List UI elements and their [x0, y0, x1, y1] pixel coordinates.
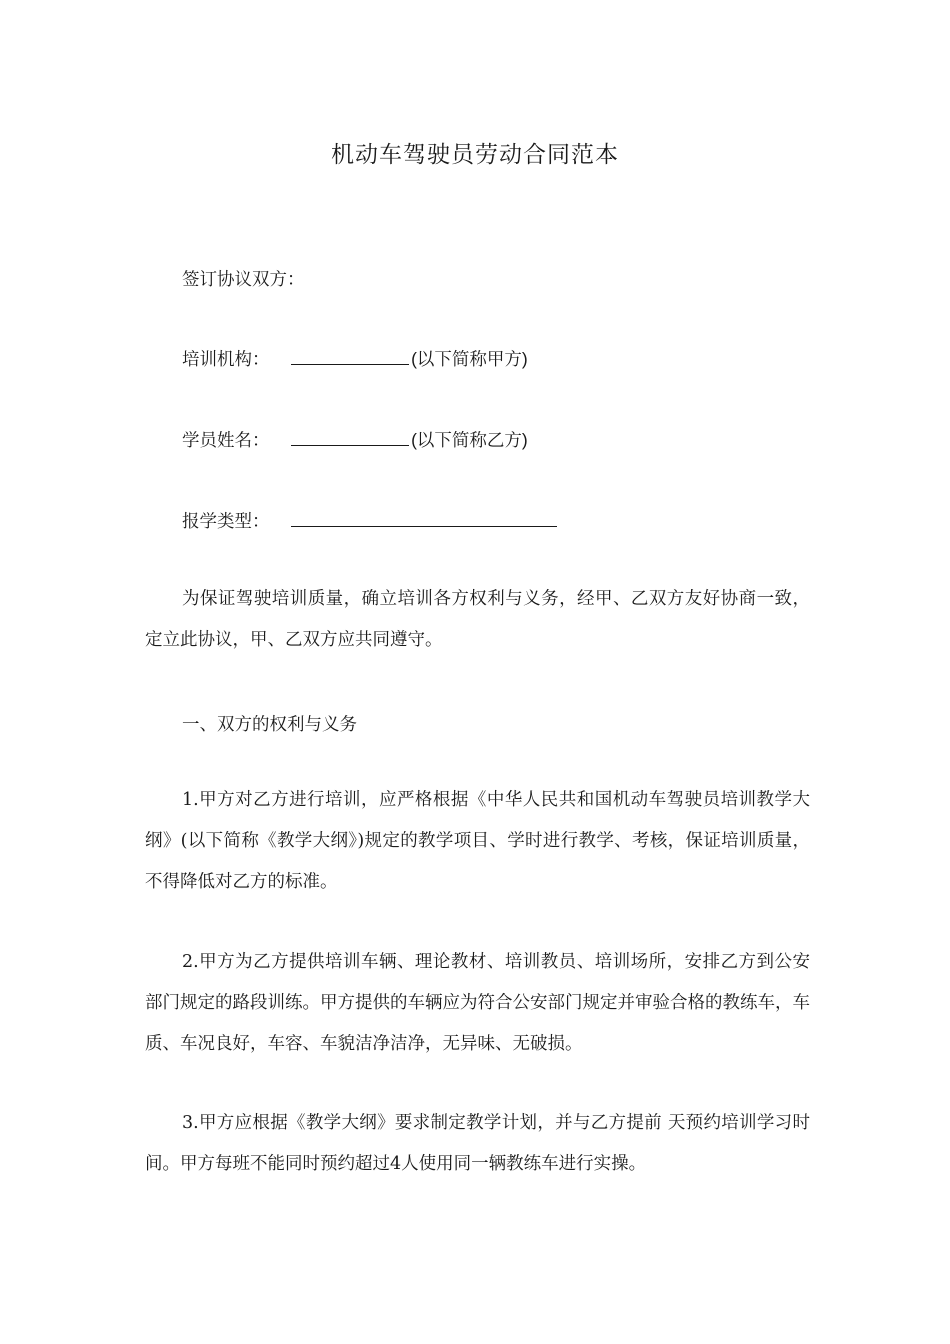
- field-student-name: [145, 427, 842, 452]
- field-label: 培训机构：: [182, 350, 270, 370]
- field-training-institution: [145, 346, 842, 371]
- field-label: 报学类型：: [182, 512, 270, 532]
- clause-1: 1.甲方对乙方进行培训，应严格根据《中华人民共和国机动车驾驶员培训教学大纲》(以下简称《教学大纲》)规定的教学项目、学时进行教学、考核，保证培训质量，不得降低对乙方的标准。: [145, 790, 810, 892]
- field-license-type: [145, 508, 842, 533]
- blank-line: [291, 429, 409, 446]
- clause-2: 2.甲方为乙方提供培训车辆、理论教材、培训教员、培训场所，安排乙方到公安部门规定的路段训练。甲方提供的车辆应为符合公安部门规定并审验合格的教练车，车质、车况良好，车容、车貌洁净洁净，无异味、无破损。: [145, 952, 810, 1054]
- parties-heading: 签订协议双方：: [182, 270, 305, 290]
- blank-line: [291, 510, 557, 527]
- document-title: 机动车驾驶员劳动合同范本: [331, 142, 619, 168]
- intro-paragraph: 为保证驾驶培训质量，确立培训各方权利与义务，经甲、乙双方友好协商一致，定立此协议，甲、乙双方应共同遵守。: [145, 589, 810, 650]
- field-label: 学员姓名：: [182, 431, 270, 451]
- clause-3: 3.甲方应根据《教学大纲》要求制定教学计划，并与乙方提前 天预约培训学习时间。甲方每班不能同时预约超过4人使用同一辆教练车进行实操。: [145, 1113, 810, 1174]
- field-suffix: (以下简称甲方): [411, 349, 528, 369]
- blank-line: [291, 348, 409, 365]
- section-heading: 一、双方的权利与义务: [182, 715, 357, 735]
- field-suffix: (以下简称乙方): [411, 430, 528, 450]
